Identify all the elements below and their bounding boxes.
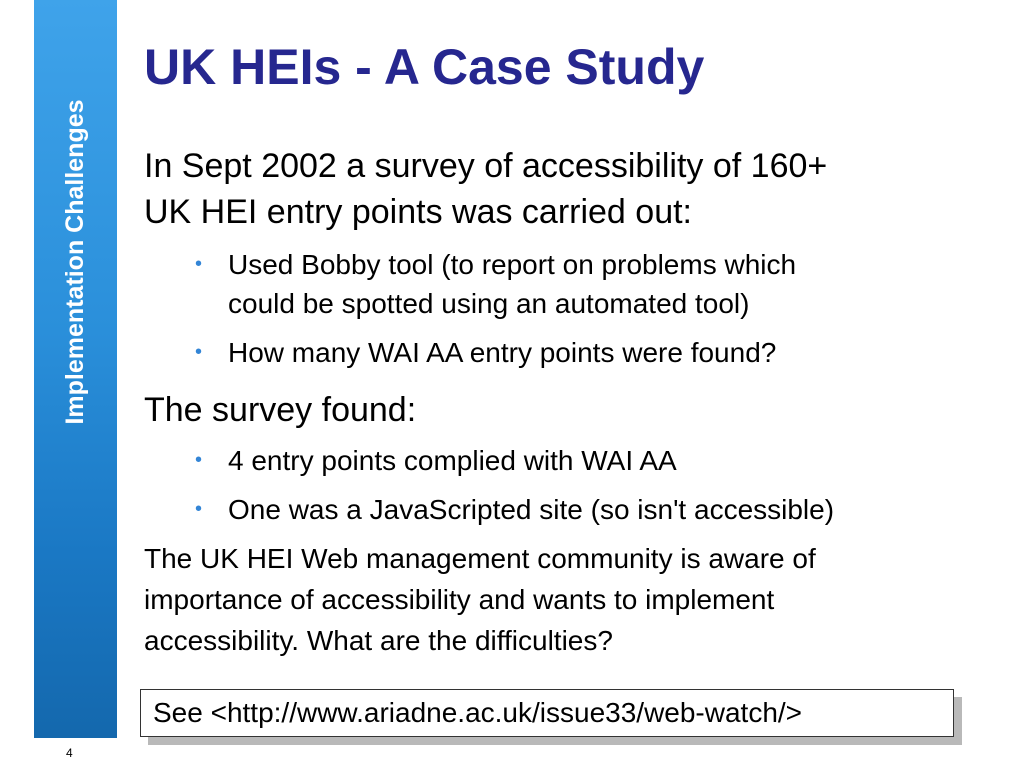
- bullet-text: How many WAI AA entry points were found?: [228, 337, 777, 368]
- closing-line: importance of accessibility and wants to implement: [144, 584, 775, 615]
- bullet-icon: •: [195, 498, 203, 520]
- bullet-text: One was a JavaScripted site (so isn't accessible): [228, 494, 835, 525]
- findings-heading: [144, 387, 416, 433]
- list-item: [195, 245, 796, 323]
- findings-bullet-list: [195, 441, 834, 529]
- bullet-text: 4 entry points complied with WAI AA: [228, 445, 677, 476]
- closing-paragraph: [144, 538, 816, 661]
- bullet-text: Used Bobby tool (to report on problems which: [228, 249, 797, 280]
- bullet-icon: •: [195, 253, 203, 275]
- intro-line: UK HEI entry points was carried out:: [144, 193, 693, 231]
- bullet-icon: •: [195, 449, 203, 471]
- list-item: [195, 441, 834, 480]
- closing-line: accessibility. What are the difficulties?: [144, 625, 613, 656]
- reference-link[interactable]: See <http://www.ariadne.ac.uk/issue33/web-watch/>: [140, 689, 954, 737]
- sidebar-section-label: Implementation Challenges: [61, 99, 89, 425]
- bullet-text: could be spotted using an automated tool): [228, 288, 750, 319]
- findings-heading-text: The survey found:: [144, 391, 417, 429]
- page-number: 4: [66, 746, 73, 760]
- intro-bullet-list: [195, 245, 796, 372]
- list-item: [195, 490, 834, 529]
- intro-paragraph: [144, 143, 827, 235]
- bullet-icon: •: [195, 341, 203, 363]
- intro-line: In Sept 2002 a survey of accessibility of 160+: [144, 147, 828, 185]
- list-item: [195, 333, 796, 372]
- closing-line: The UK HEI Web management community is aware of: [144, 543, 816, 574]
- slide-title: UK HEIs - A Case Study: [144, 39, 705, 95]
